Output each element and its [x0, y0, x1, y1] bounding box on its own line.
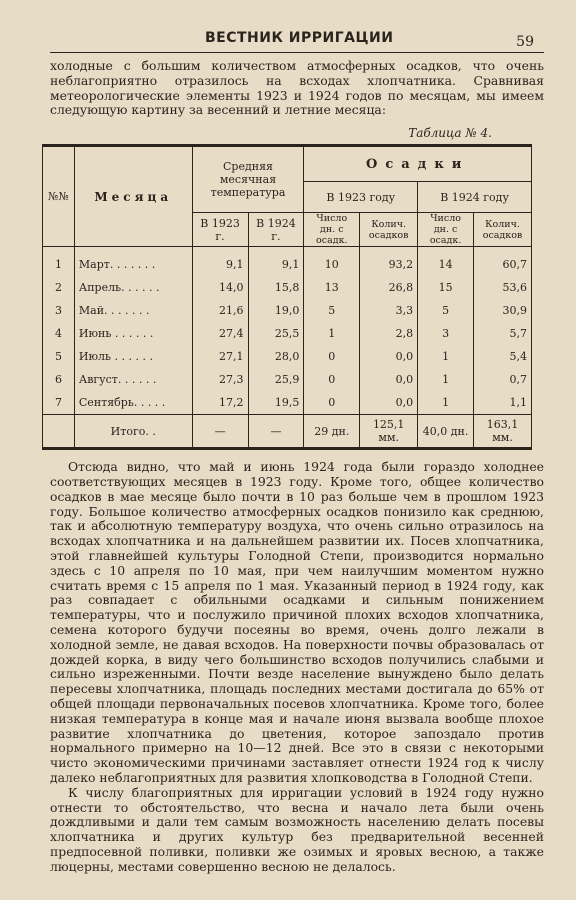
row-amount-1923: 2,8: [360, 322, 418, 345]
header-num: №№: [43, 146, 75, 247]
row-temp-1924: 25,9: [248, 368, 304, 391]
row-days-1923: 0: [304, 391, 360, 415]
row-month: Март. . . . . . .: [74, 247, 192, 277]
row-days-1924: 3: [418, 322, 474, 345]
header-precipitation: Осадки: [304, 146, 532, 182]
total-amount-1923: 125,1 мм.: [360, 415, 418, 449]
row-temp-1924: 25,5: [248, 322, 304, 345]
table-row: [43, 247, 532, 277]
row-days-1923: 13: [304, 276, 360, 299]
row-number: 1: [43, 247, 75, 277]
row-days-1923: 1: [304, 322, 360, 345]
row-temp-1923: 14,0: [192, 276, 248, 299]
table-row: [43, 322, 532, 345]
running-header: [50, 26, 544, 53]
header-temp-1924: В 1924 г.: [248, 213, 304, 247]
row-temp-1923: 21,6: [192, 299, 248, 322]
analysis-paragraph: Отсюда видно, что май и июнь 1924 года были гораздо холоднее соответствующих месяцев в 1923 году. Кроме того, общее количество осадков в мае месяце было почти в 10 раз больше чем в прошлом 1923 году. Большое количество атмосферных осадков понизило как среднюю, так и абсолютную температуру воздуха, что очень сильно отразилось на всходах хлопчатника и на дальнейшем развитии их. Посев хлопчатника, этой главнейшей культуры Голодной Степи, производится нормально здесь с 10 апреля по 10 мая, при чем наилучшим моментом нужно считать время с 15 апреля по 1 мая. Указанный период в 1924 году, как раз совпадает с обильными осадками и сильным понижением температуры, что и послужило причиной плохих всходов хлопчатника, семена которого будучи посеяны во время, очень долго лежали в холодной земле, не давая всходов. На поверхности почвы образовалась от дождей корка, в виду чего большинство всходов получились слабыми и сильно изреженными. Почти везде население вынуждено было делать пересевы хлопчатника, площадь последних местами достигала до 65% от общей площади первоначальных посевов хлопчатника. Кроме того, более низкая температура в конце мая и начале июня вызвала вообще плохое развитие хлопчатника до цветения, которое запоздало против нормального примерно на 10—12 дней. Все это в связи с некоторыми чисто экономическими причинами заставляет отнести 1924 год к числу далеко неблагоприятных для развития хлопководства в Голодной Степи.: [50, 459, 544, 785]
weather-table: [42, 144, 532, 450]
row-temp-1924: 19,0: [248, 299, 304, 322]
row-temp-1923: 17,2: [192, 391, 248, 415]
row-month: Июль . . . . . .: [74, 345, 192, 368]
row-days-1924: 1: [418, 345, 474, 368]
row-number: 3: [43, 299, 75, 322]
row-amount-1924: 0,7: [474, 368, 532, 391]
total-days-1924: 40,0 дн.: [418, 415, 474, 449]
header-days-1924: Число дн. с осадк.: [418, 213, 474, 247]
row-month: Сентябрь. . . . .: [74, 391, 192, 415]
row-temp-1924: 9,1: [248, 247, 304, 277]
total-temp-1923: —: [192, 415, 248, 449]
header-month: Месяца: [74, 146, 192, 247]
total-amount-1924: 163,1 мм.: [474, 415, 532, 449]
journal-title: ВЕСТНИК ИРРИГАЦИИ: [205, 30, 394, 46]
total-days-1923: 29 дн.: [304, 415, 360, 449]
header-amount-1923: Колич. осадков: [360, 213, 418, 247]
header-precip-1924: В 1924 году: [418, 182, 532, 213]
row-amount-1924: 1,1: [474, 391, 532, 415]
row-temp-1923: 27,4: [192, 322, 248, 345]
table-total-row: [43, 415, 532, 449]
row-temp-1923: 9,1: [192, 247, 248, 277]
row-temp-1924: 28,0: [248, 345, 304, 368]
row-month: Май. . . . . . .: [74, 299, 192, 322]
row-amount-1924: 30,9: [474, 299, 532, 322]
total-blank: [43, 415, 75, 449]
table-row: [43, 391, 532, 415]
row-amount-1924: 53,6: [474, 276, 532, 299]
row-month: Август. . . . . .: [74, 368, 192, 391]
header-temperature: Средняя месячная температура: [192, 146, 304, 213]
irrigation-paragraph: К числу благоприятных для ирригации условий в 1924 году нужно отнести то обстоятельство, что весна и начало лета были очень дождливыми и дали тем самым возможность населению делать посевы хлопчатника и других культур без предварительной весенней предпосевной поливки, поливки же озимых и яровых весною, а также люцерны, местами совершенно весною не делалось.: [50, 784, 544, 874]
row-temp-1923: 27,1: [192, 345, 248, 368]
header-amount-1924: Колич. осадков: [474, 213, 532, 247]
row-number: 6: [43, 368, 75, 391]
row-amount-1924: 5,7: [474, 322, 532, 345]
row-number: 4: [43, 322, 75, 345]
row-amount-1923: 3,3: [360, 299, 418, 322]
row-temp-1924: 15,8: [248, 276, 304, 299]
row-month: Апрель. . . . . .: [74, 276, 192, 299]
row-amount-1924: 60,7: [474, 247, 532, 277]
row-temp-1924: 19,5: [248, 391, 304, 415]
total-label: Итого. .: [74, 415, 192, 449]
row-temp-1923: 27,3: [192, 368, 248, 391]
table-row: [43, 299, 532, 322]
row-amount-1923: 26,8: [360, 276, 418, 299]
row-number: 2: [43, 276, 75, 299]
row-days-1924: 15: [418, 276, 474, 299]
page-number: 59: [516, 34, 534, 50]
row-days-1924: 1: [418, 391, 474, 415]
row-amount-1923: 93,2: [360, 247, 418, 277]
row-amount-1924: 5,4: [474, 345, 532, 368]
row-amount-1923: 0,0: [360, 345, 418, 368]
row-days-1924: 1: [418, 368, 474, 391]
row-days-1924: 14: [418, 247, 474, 277]
table-caption: Таблица № 4.: [408, 126, 492, 141]
row-days-1923: 0: [304, 368, 360, 391]
row-days-1923: 5: [304, 299, 360, 322]
table-row: [43, 345, 532, 368]
header-days-1923: Число дн. с осадк.: [304, 213, 360, 247]
table-row: [43, 368, 532, 391]
row-number: 7: [43, 391, 75, 415]
row-amount-1923: 0,0: [360, 391, 418, 415]
header-temp-1923: В 1923 г.: [192, 213, 248, 247]
row-days-1923: 0: [304, 345, 360, 368]
table-row: [43, 276, 532, 299]
row-month: Июнь . . . . . .: [74, 322, 192, 345]
row-number: 5: [43, 345, 75, 368]
total-temp-1924: —: [248, 415, 304, 449]
header-precip-1923: В 1923 году: [304, 182, 418, 213]
row-amount-1923: 0,0: [360, 368, 418, 391]
row-days-1924: 5: [418, 299, 474, 322]
intro-paragraph: холодные с большим количеством атмосферных осадков, что очень неблагоприятно отразилось на всходах хлопчатника. Сравнивая метеорологические элементы 1923 и 1924 годов по месяцам, мы имеем следующую картину за весенний и летние месяца:: [50, 58, 544, 118]
row-days-1923: 10: [304, 247, 360, 277]
